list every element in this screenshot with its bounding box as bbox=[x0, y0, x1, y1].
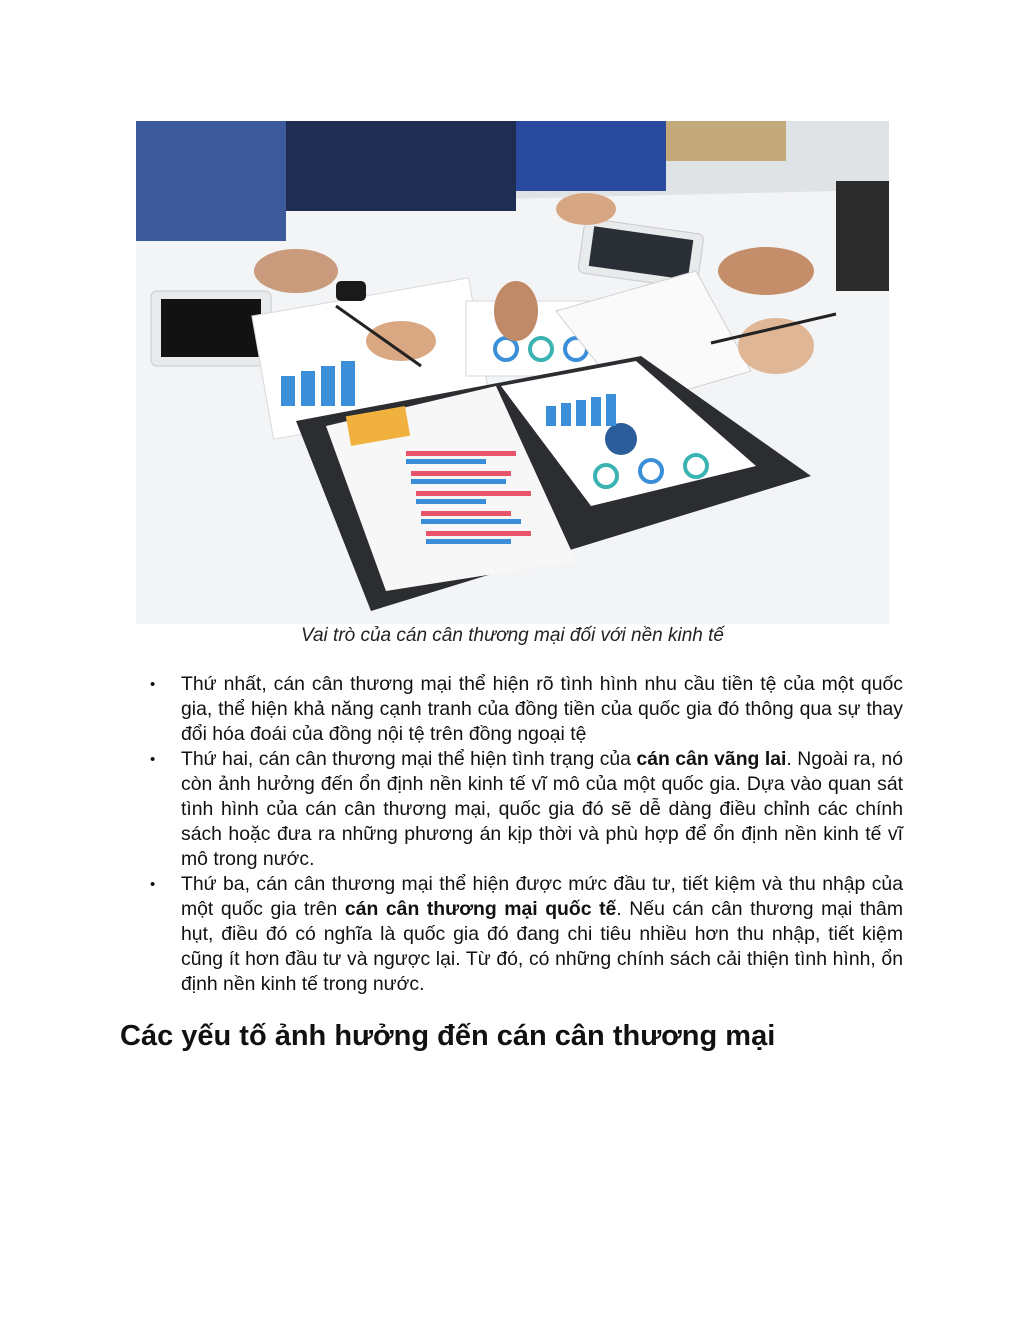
figure-caption: Vai trò của cán cân thương mại đối với nền kinh tế bbox=[301, 625, 724, 646]
list-item-text-rest: . Nếu cán cân thương mại thâm hụt, điều đó có nghĩa là quốc gia đó đang chi tiêu nhiều hơn thu nhập, tiết kiệm cũng ít hơn đầu tư và ngược lại. Từ đó, có những chính sách cải thiện tình hình, ổn định nền kinh tế trong nước. bbox=[181, 898, 903, 995]
business-meeting-photo bbox=[136, 121, 889, 624]
bullet-list bbox=[150, 672, 903, 997]
list-item-text: Thứ ba, cán cân thương mại thể hiện được mức đầu tư, tiết kiệm và thu nhập của một quốc gia trên bbox=[181, 873, 903, 920]
section-heading: Các yếu tố ảnh hưởng đến cán cân thương mại bbox=[120, 1020, 776, 1052]
list-item bbox=[150, 872, 903, 997]
list-item bbox=[150, 672, 903, 747]
bullet-marker: • bbox=[150, 876, 156, 893]
bullet-marker: • bbox=[150, 676, 156, 693]
bullet-marker: • bbox=[150, 751, 156, 768]
list-item-bold-text: cán cân thương mại quốc tế bbox=[344, 898, 617, 920]
list-item-text: Thứ hai, cán cân thương mại thể hiện tình trạng của bbox=[181, 748, 637, 770]
list-item-text: Thứ nhất, cán cân thương mại thể hiện rõ tình hình nhu cầu tiền tệ của một quốc gia, thể hiện khả năng cạnh tranh của đồng tiền của quốc gia đó thông qua sự thay đổi hóa đoái của đồng nội tệ trên đồng ngoại tệ bbox=[181, 673, 903, 745]
list-item bbox=[150, 747, 903, 872]
list-item-text-rest: . Ngoài ra, nó còn ảnh hưởng đến ổn định nền kinh tế vĩ mô của một quốc gia. Dựa vào quan sát tình hình của cán cân thương mại, quốc gia đó sẽ dễ dàng điều chỉnh các chính sách hoặc đưa ra những phương án kịp thời và phù hợp để ổn định nền kinh tế vĩ mô trong nước. bbox=[181, 748, 903, 870]
list-item-bold-text: cán cân vãng lai bbox=[636, 748, 787, 770]
